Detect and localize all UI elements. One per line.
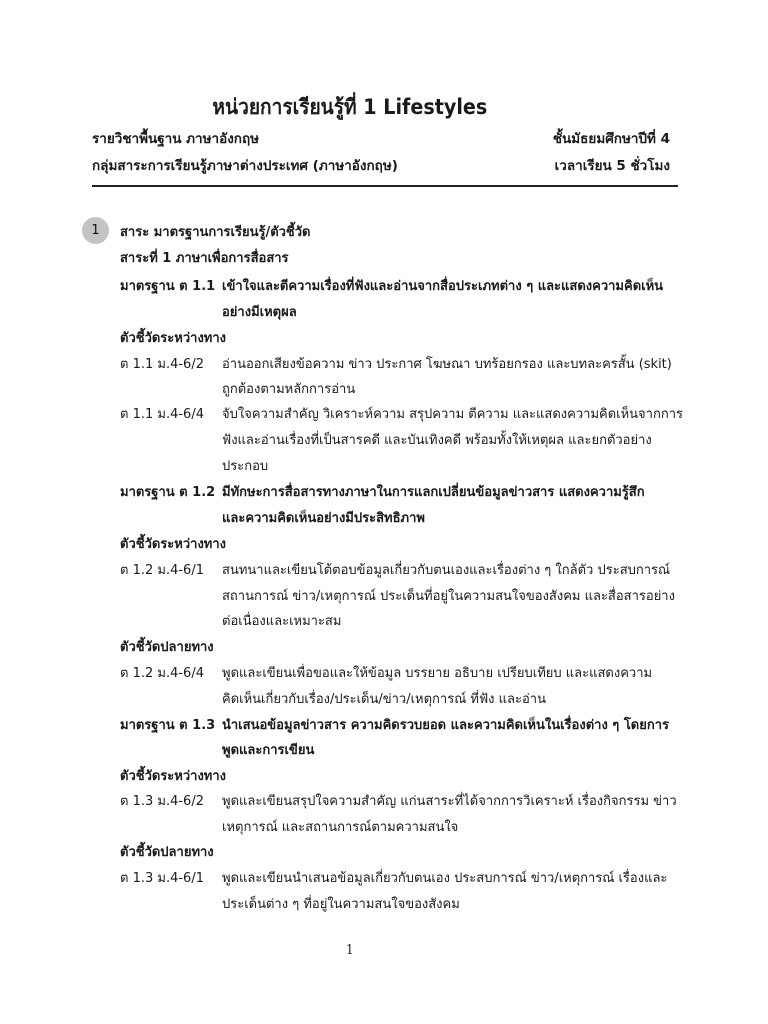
indicator-text: ประกอบ bbox=[222, 459, 269, 474]
standard-text: นำเสนอข้อมูลข่าวสาร ความคิดรวบยอด และความคิดเห็นในเรื่องต่าง ๆ โดยการ bbox=[222, 718, 670, 733]
standard-label: มาตรฐาน ต 1.1 bbox=[120, 279, 216, 294]
indicator-heading: ตัวชี้วัดระหว่างทาง bbox=[120, 331, 227, 346]
standard-text: มีทักษะการสื่อสารทางภาษาในการแลกเปลี่ยนข้อมูลข่าวสาร แสดงความรู้สึก bbox=[222, 485, 645, 500]
standard-text: อย่างมีเหตุผล bbox=[222, 305, 297, 320]
indicator-text: ต่อเนื่องและเหมาะสม bbox=[222, 614, 342, 629]
indicator-heading: ตัวชี้วัดปลายทาง bbox=[120, 845, 214, 860]
standard-text: พูดและการเขียน bbox=[222, 743, 315, 758]
indicator-text: พูดและเขียนนำเสนอข้อมูลเกี่ยวกับตนเอง ประสบการณ์ ข่าว/เหตุการณ์ เรื่องและ bbox=[222, 871, 668, 886]
indicator-text: สนทนาและเขียนโต้ตอบข้อมูลเกี่ยวกับตนเองและเรื่องต่าง ๆ ใกล้ตัว ประสบการณ์ bbox=[222, 563, 671, 578]
indicator-code: ต 1.3 ม.4-6/2 bbox=[120, 794, 204, 809]
standard-label: มาตรฐาน ต 1.3 bbox=[120, 718, 216, 733]
header-divider bbox=[92, 185, 678, 187]
strand-title: สาระที่ 1 ภาษาเพื่อการสื่อสาร bbox=[120, 251, 289, 266]
hours-label: เวลาเรียน 5 ชั่วโมง bbox=[554, 158, 670, 174]
indicator-text: พูดและเขียนสรุปใจความสำคัญ แก่นสาระที่ได้จากการวิเคราะห์ เรื่องกิจกรรม ข่าว bbox=[222, 794, 677, 809]
indicator-code: ต 1.2 ม.4-6/1 bbox=[120, 563, 204, 578]
indicator-text: พูดและเขียนเพื่อขอและให้ข้อมูล บรรยาย อธิบาย เปรียบเทียบ และแสดงความ bbox=[222, 666, 653, 681]
indicator-code: ต 1.1 ม.4-6/4 bbox=[120, 407, 204, 422]
section-number-badge: 1 bbox=[82, 217, 109, 244]
subject-label: รายวิชาพื้นฐาน ภาษาอังกฤษ bbox=[92, 131, 260, 147]
standard-text: และความคิดเห็นอย่างมีประสิทธิภาพ bbox=[222, 511, 425, 526]
standard-label: มาตรฐาน ต 1.2 bbox=[120, 485, 216, 500]
indicator-heading: ตัวชี้วัดระหว่างทาง bbox=[120, 769, 227, 784]
indicator-heading: ตัวชี้วัดระหว่างทาง bbox=[120, 537, 227, 552]
indicator-text: เหตุการณ์ และสถานการณ์ตามความสนใจ bbox=[222, 820, 459, 835]
indicator-text: ถูกต้องตามหลักการอ่าน bbox=[222, 382, 356, 397]
indicator-text: สถานการณ์ ข่าว/เหตุการณ์ ประเด็นที่อยู่ในความสนใจของสังคม และสื่อสารอย่าง bbox=[222, 589, 675, 604]
learning-group-label: กลุ่มสาระการเรียนรู้ภาษาต่างประเทศ (ภาษาอังกฤษ) bbox=[92, 158, 398, 174]
indicator-code: ต 1.2 ม.4-6/4 bbox=[120, 666, 204, 681]
indicator-code: ต 1.3 ม.4-6/1 bbox=[120, 871, 204, 886]
unit-title: หน่วยการเรียนรู้ที่ 1 Lifestyles bbox=[212, 95, 488, 119]
page-number: 1 bbox=[346, 943, 354, 958]
section-heading: สาระ มาตรฐานการเรียนรู้/ตัวชี้วัด bbox=[120, 225, 311, 240]
indicator-code: ต 1.1 ม.4-6/2 bbox=[120, 357, 204, 372]
indicator-text: ประเด็นต่าง ๆ ที่อยู่ในความสนใจของสังคม bbox=[222, 897, 460, 912]
indicator-text: คิดเห็นเกี่ยวกับเรื่อง/ประเด็น/ข่าว/เหตุการณ์ ที่ฟัง และอ่าน bbox=[222, 692, 546, 707]
indicator-text: อ่านออกเสียงข้อความ ข่าว ประกาศ โฆษณา บทร้อยกรอง และบทละครสั้น (skit) bbox=[222, 357, 672, 372]
indicator-text: จับใจความสำคัญ วิเคราะห์ความ สรุปความ ตีความ และแสดงความคิดเห็นจากการ bbox=[222, 407, 683, 422]
grade-label: ชั้นมัธยมศึกษาปีที่ 4 bbox=[552, 131, 670, 147]
indicator-text: ฟังและอ่านเรื่องที่เป็นสารคดี และบันเทิงคดี พร้อมทั้งให้เหตุผล และยกตัวอย่าง bbox=[222, 433, 652, 448]
standard-text: เข้าใจและตีความเรื่องที่ฟังและอ่านจากสื่อประเภทต่าง ๆ และแสดงความคิดเห็น bbox=[222, 279, 664, 294]
indicator-heading: ตัวชี้วัดปลายทาง bbox=[120, 640, 214, 655]
